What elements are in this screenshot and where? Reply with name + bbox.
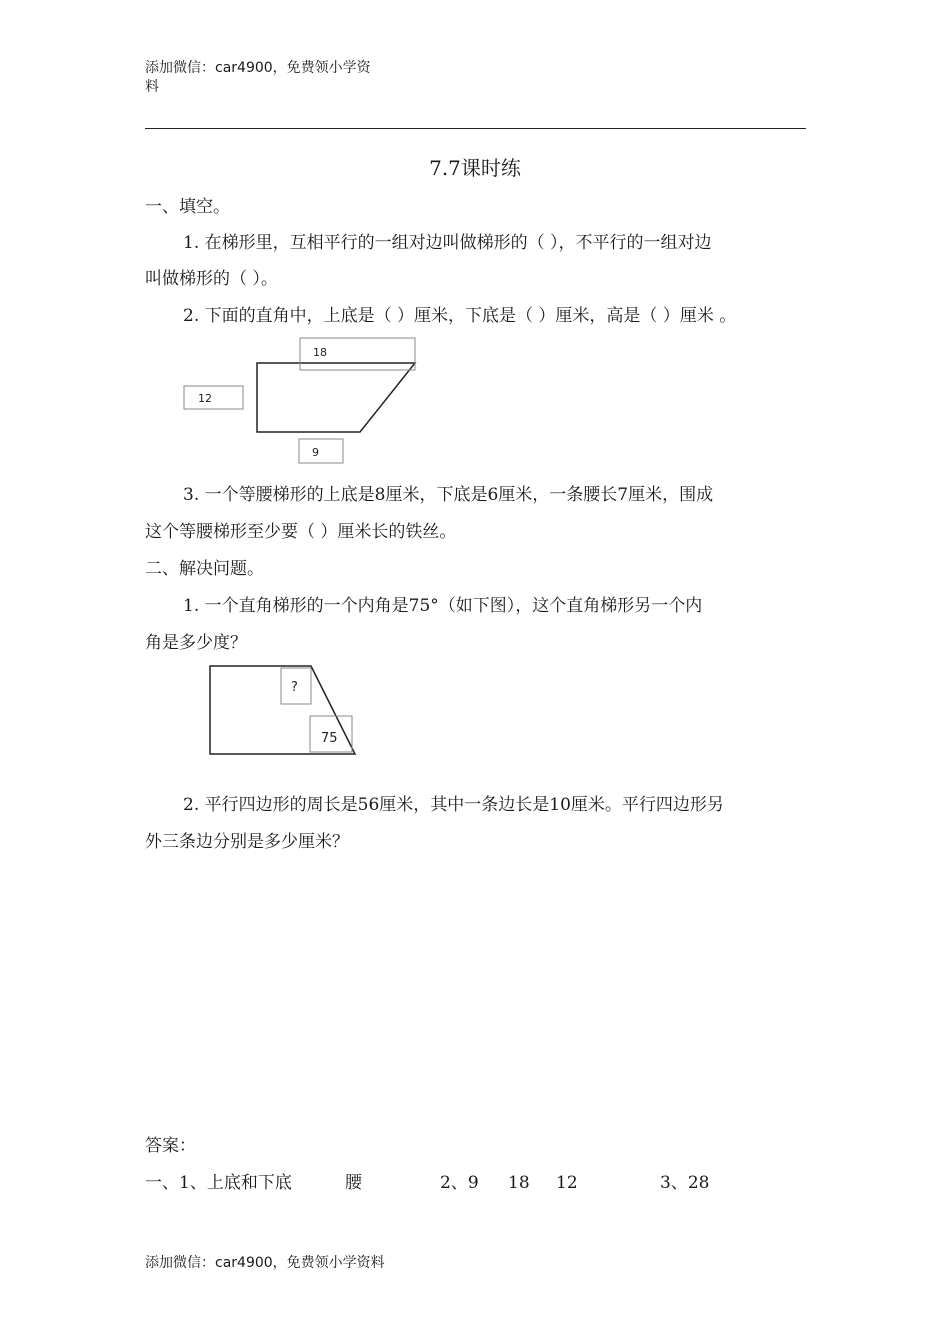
s1-q1-line1: 1. 在梯形里，互相平行的一组对边叫做梯形的（ ），不平行的一组对边 xyxy=(183,233,712,253)
answer-1: 一、1、上底和下底 xyxy=(145,1173,292,1193)
angle-75-label: 75 xyxy=(321,731,338,746)
answer-2: 2、9 xyxy=(440,1173,479,1193)
s2-q2-line1: 2. 平行四边形的周长是56厘米，其中一条边长是10厘米。平行四边形另 xyxy=(183,795,724,815)
header-line-2: 料 xyxy=(145,79,159,95)
answer-2c: 12 xyxy=(556,1173,578,1193)
answer-2b: 18 xyxy=(508,1173,530,1193)
section2-heading: 二、解决问题。 xyxy=(145,559,264,579)
header-line-1: 添加微信：car4900，免费领小学资 xyxy=(145,60,371,76)
s2-q1-line2: 角是多少度？ xyxy=(145,633,247,653)
section1-heading: 一、填空。 xyxy=(145,197,230,217)
s2-q2-line2: 外三条边分别是多少厘米？ xyxy=(145,832,349,852)
s2-q1-line1: 1. 一个直角梯形的一个内角是75°（如下图），这个直角梯形另一个内 xyxy=(183,596,703,616)
s1-q3-line2: 这个等腰梯形至少要（ ）厘米长的铁丝。 xyxy=(145,522,457,542)
header-rule xyxy=(145,128,806,129)
left-label: 12 xyxy=(198,392,212,405)
top-label: 18 xyxy=(313,346,327,359)
bottom-label: 9 xyxy=(312,446,319,459)
unknown-angle-label: ? xyxy=(291,680,298,695)
bottom-label-box xyxy=(299,439,343,463)
trapezoid-figure-2 xyxy=(205,660,365,760)
left-label-box xyxy=(184,386,243,409)
s1-q2-line1: 2. 下面的直角中，上底是（ ）厘米，下底是（ ）厘米，高是（ ）厘米 。 xyxy=(183,306,737,326)
answer-1b: 腰 xyxy=(345,1173,362,1193)
footer-text: 添加微信：car4900，免费领小学资料 xyxy=(145,1255,385,1271)
page-title: 7.7课时练 xyxy=(429,156,521,180)
trapezoid-figure-1 xyxy=(180,336,430,468)
trapezoid-shape xyxy=(257,363,415,432)
answer-3: 3、28 xyxy=(660,1173,710,1193)
s1-q1-line2: 叫做梯形的（ ）。 xyxy=(145,269,278,289)
s1-q3-line1: 3. 一个等腰梯形的上底是8厘米，下底是6厘米，一条腰长7厘米，围成 xyxy=(183,485,714,505)
answers-heading: 答案： xyxy=(145,1136,196,1156)
